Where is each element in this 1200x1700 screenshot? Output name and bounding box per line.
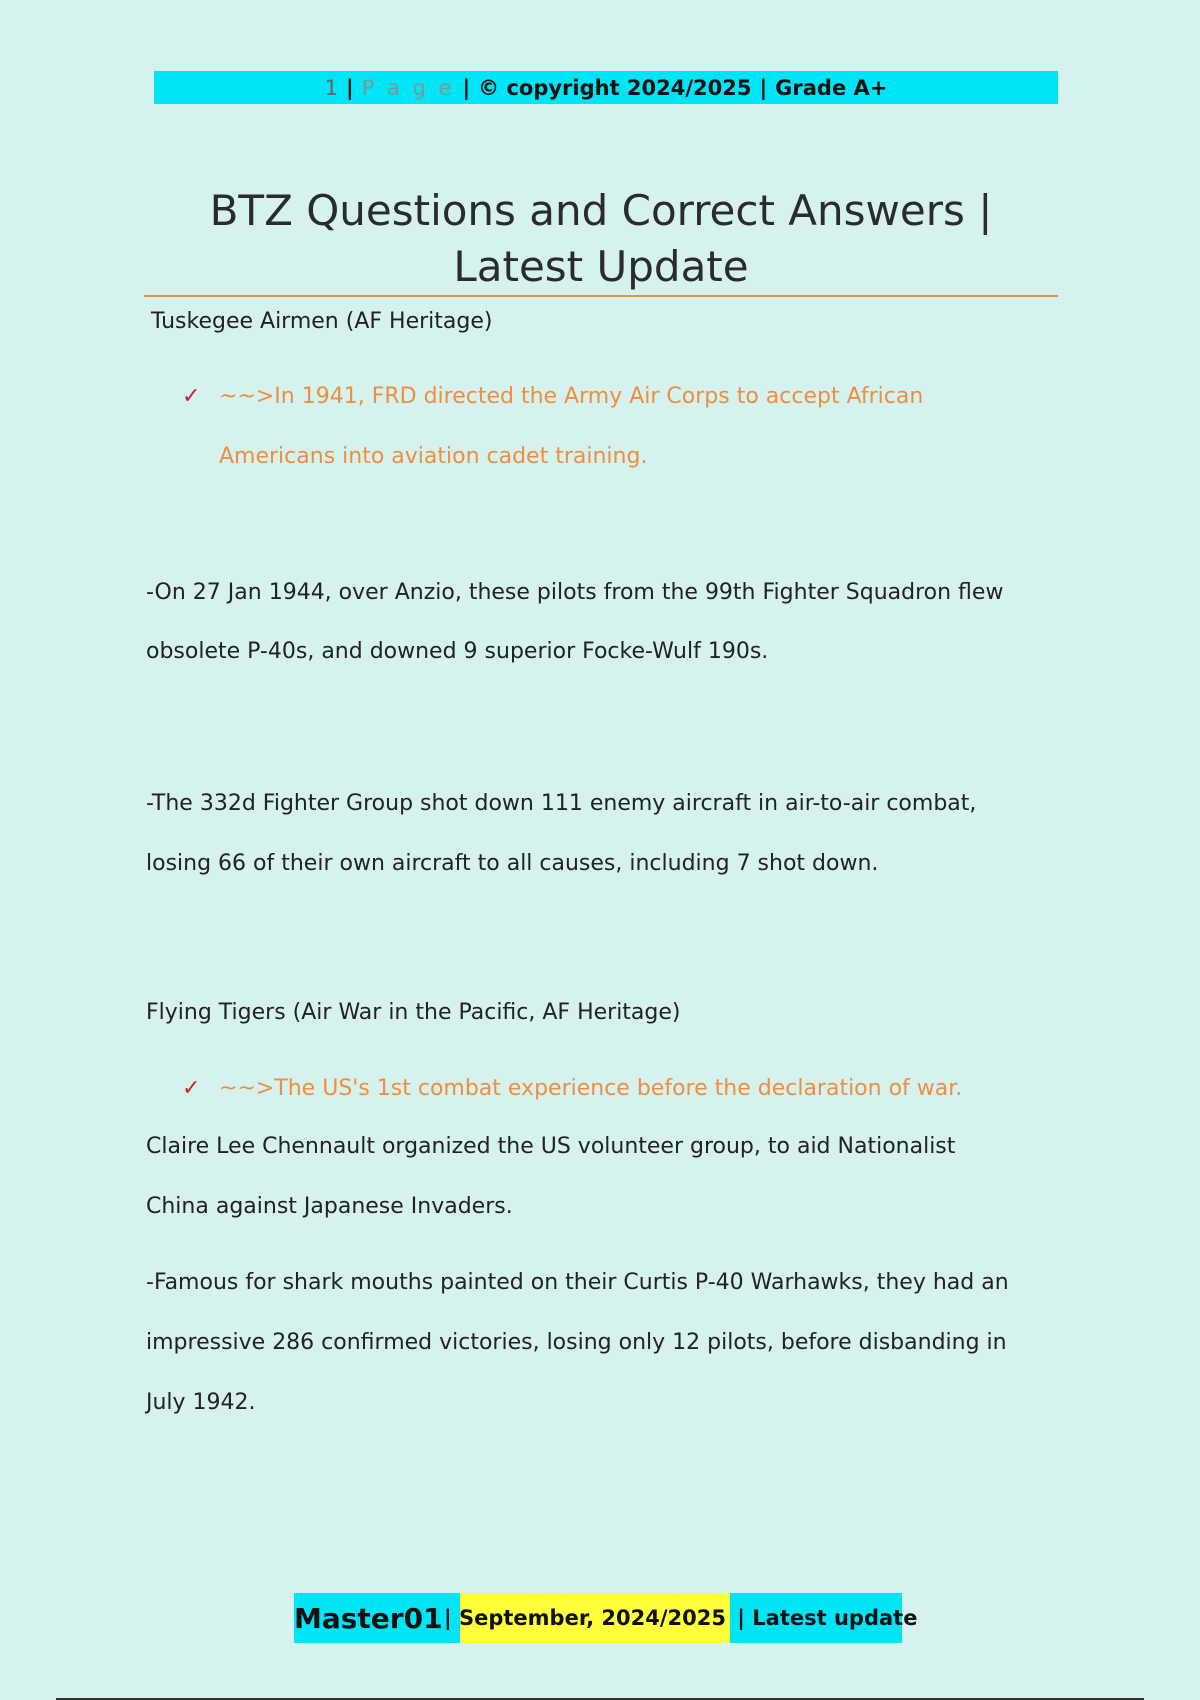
- separator: |: [444, 1606, 459, 1630]
- copyright-text: © copyright 2024/2025: [478, 75, 752, 100]
- paragraph-line: Claire Lee Chennault organized the US volunteer group, to aid Nationalist: [146, 1134, 956, 1159]
- grade-text: Grade A+: [775, 75, 888, 100]
- answer-line: ~~>The US's 1st combat experience before the declaration of war.: [219, 1076, 963, 1101]
- answer-line: Americans into aviation cadet training.: [219, 444, 648, 469]
- page-header-bar: [154, 71, 1058, 104]
- section-heading-flying-tigers: Flying Tigers (Air War in the Pacific, AF Heritage): [146, 1000, 681, 1025]
- page-label: P a g e: [361, 75, 455, 100]
- paragraph-line: obsolete P-40s, and downed 9 superior Focke-Wulf 190s.: [146, 639, 769, 664]
- document-title: [144, 183, 1058, 295]
- footer-author-cell: [294, 1593, 460, 1643]
- paragraph-line: -Famous for shark mouths painted on their Curtis P-40 Warhawks, they had an: [146, 1270, 1009, 1295]
- paragraph-line: losing 66 of their own aircraft to all causes, including 7 shot down.: [146, 851, 879, 876]
- footer-status: Latest update: [752, 1606, 918, 1630]
- check-mark-icon: ✓: [182, 1076, 201, 1101]
- footer-author: Master01: [294, 1601, 443, 1635]
- footer-status-cell: [730, 1593, 918, 1643]
- paragraph-line: -The 332d Fighter Group shot down 111 enemy aircraft in air-to-air combat,: [146, 791, 977, 816]
- separator: |: [759, 75, 768, 100]
- separator: |: [345, 75, 354, 100]
- check-mark-icon: ✓: [182, 384, 201, 409]
- page-footer: [294, 1593, 918, 1643]
- paragraph-line: July 1942.: [146, 1390, 256, 1415]
- title-line-1: BTZ Questions and Correct Answers |: [209, 186, 993, 235]
- paragraph-line: China against Japanese Invaders.: [146, 1194, 513, 1219]
- paragraph-line: impressive 286 confirmed victories, losing only 12 pilots, before disbanding in: [146, 1330, 1007, 1355]
- title-line-2: Latest Update: [453, 242, 749, 291]
- separator: |: [730, 1606, 753, 1630]
- separator: |: [462, 75, 471, 100]
- title-underline: [144, 295, 1058, 297]
- footer-date-cell: [444, 1593, 730, 1643]
- page-number: 1: [324, 75, 338, 100]
- footer-date: September, 2024/2025: [458, 1606, 726, 1630]
- section-heading-tuskegee: Tuskegee Airmen (AF Heritage): [151, 309, 493, 334]
- answer-line: ~~>In 1941, FRD directed the Army Air Corps to accept African: [219, 384, 924, 409]
- paragraph-line: -On 27 Jan 1944, over Anzio, these pilots from the 99th Fighter Squadron flew: [146, 580, 1004, 605]
